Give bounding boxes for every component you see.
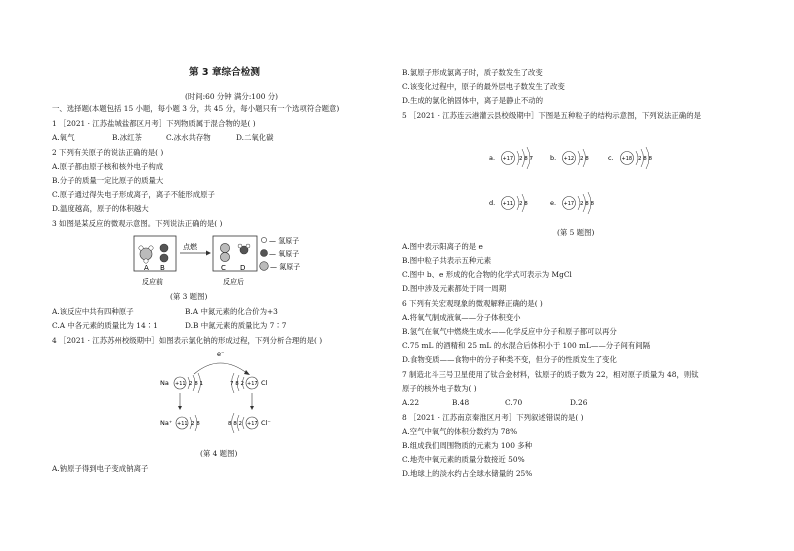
svg-text:+18: +18 [621,156,633,162]
q2-option-c: C.原子通过得失电子形成离子，离子不能形成原子 [52,190,215,199]
svg-text:d.: d. [489,199,496,207]
q5-stem: 5 ［2021 · 江苏连云港灌云县校级期中］下图是五种粒子的结构示意图，下列说法正确的是 [402,111,701,120]
q4-nacl-figure [160,348,280,438]
cl-ion-shells: 8 8 2 [228,421,242,427]
na-ion-nucleus-charge: +11 [177,421,188,427]
svg-text:2 8 8: 2 8 8 [638,156,652,162]
q3-option-a: A.该反应中共有四种原子 [52,307,134,316]
na-ion-shells: 2 8 [191,421,200,427]
svg-text:2 8 7: 2 8 7 [519,156,533,162]
cl-shells: 7 8 2 [230,381,244,387]
q5-option-a: A.图中表示阳离子的是 e [402,242,483,251]
down-arrow-icon [178,406,182,410]
q8-stem: 8 ［2021 · 江苏南京秦淮区月考］下列叙述错误的是( ) [402,413,584,422]
down-arrow-icon [250,406,254,410]
q7-option-b: B.48 [452,398,470,407]
q8-option-b: B.组成我们周围物质的元素为 100 多种 [402,441,533,450]
legend-oxygen: — 氧原子 [269,250,300,258]
svg-text:+17: +17 [563,201,575,207]
page-title: 第 3 章综合检测 [189,67,260,78]
legend-nitrogen-icon [260,262,269,271]
reaction-condition: 点燃 [183,243,197,251]
q3-reaction-figure [126,232,316,294]
caption-after: 反应后 [223,278,244,286]
molecule-c-n2 [220,243,229,252]
svg-text:+17: +17 [502,156,514,162]
q1-option-c: C.冰水共存物 [166,133,211,142]
q3-option-c: C.A 中各元素的质量比为 14∶1 [52,321,158,330]
q5-particles-figure [486,140,676,220]
caption-before: 反应前 [142,278,163,286]
legend-hydrogen-icon [261,237,266,242]
q5-option-d: D.图中涉及元素都处于同一周期 [402,284,507,293]
cl-nucleus-charge: +17 [247,381,258,387]
q2-option-d: D.温度越高，原子的体积越大 [52,204,149,213]
particle-a [489,147,533,169]
q2-option-a: A.原子都由原子核和核外电子构成 [52,162,164,171]
electron-label: e⁻ [217,350,225,358]
exam-meta: (时间:60 分钟 满分:100 分) [185,92,279,101]
legend-oxygen-icon [261,250,268,257]
label-c: C [221,264,226,272]
svg-text:b.: b. [550,154,557,162]
particle-e [550,192,594,214]
particle-d [489,194,528,212]
q4-option-b: B.氯原子形成氯离子时，质子数发生了改变 [402,68,543,77]
section-heading: 一、选择题(本题包括 15 小题，每小题 3 分，共 45 分，每小题只有一个选项符合题意) [52,104,340,113]
q1-option-b: B.冰红茶 [112,133,142,142]
svg-text:+11: +11 [502,201,514,207]
molecule-b-o [160,244,168,252]
na-symbol: Na [160,379,169,387]
legend-nitrogen: — 氮原子 [270,263,301,271]
svg-text:+12: +12 [563,156,575,162]
q6-option-a: A.将氧气制成液氧——分子体积变小 [402,313,521,322]
product-box [213,236,257,271]
q8-option-d: D.地球上的淡水约占全球水储量的 25% [402,469,533,478]
svg-text:2 8: 2 8 [519,201,528,207]
q1-option-d: D.二氧化碳 [236,133,274,142]
q6-option-c: C.75 mL 的酒精和 25 mL 的水混合后体积小于 100 mL——分子间有间隔 [402,341,651,350]
q2-option-b: B.分子的质量一定比原子的质量大 [52,176,164,185]
q4-stem: 4 ［2021 · 江苏苏州校级期中］如图表示氯化钠的形成过程，下列分析合理的是( ) [52,336,323,345]
legend-hydrogen: — 氢原子 [269,237,300,245]
q5-option-b: B.图中粒子共表示五种元素 [402,256,492,265]
q7-stem-line1: 7 制造北斗三号卫星使用了钛合金材料，钛原子的质子数为 22，相对原子质量为 48，则钛 [402,370,699,379]
q1-option-a: A.氧气 [52,133,75,142]
svg-text:2 8: 2 8 [580,156,589,162]
q8-option-c: C.地壳中氧元素的质量分数接近 50% [402,455,525,464]
q3-option-d: D.B 中氮元素的质量比为 7∶7 [185,321,287,330]
cl-ion-nucleus-charge: +17 [247,421,258,427]
q4-figure-caption: (第 4 题图) [200,449,238,458]
label-a: A [144,264,149,272]
arrow-icon [206,251,211,256]
q3-figure-caption: (第 3 题图) [170,292,208,301]
q5-figure-caption: (第 5 题图) [557,228,595,237]
q6-stem: 6 下列有关宏观现象的微观解释正确的是( ) [402,299,543,308]
q7-stem-line2: 原子的核外电子数为( ) [402,384,477,393]
svg-text:e.: e. [550,199,557,207]
svg-text:c.: c. [608,154,614,162]
particle-c [608,147,652,169]
q7-option-c: C.70 [505,398,523,407]
q6-option-b: B.氢气在氧气中燃烧生成水——化学反应中分子和原子都可以再分 [402,327,617,336]
na-nucleus-charge: +11 [175,381,186,387]
q3-stem: 3 如图是某反应的微观示意图。下列说法正确的是( ) [52,219,223,228]
label-d: D [240,264,246,272]
cl-ion-symbol: Cl⁻ [261,419,271,427]
label-b: B [160,264,165,272]
q3-option-b: B.A 中氮元素的化合价为+3 [185,307,278,316]
q7-option-d: D.26 [570,398,588,407]
q4-option-c: C.该变化过程中，原子的最外层电子数发生了改变 [402,82,565,91]
q7-option-a: A.22 [402,398,420,407]
svg-text:2 8 8: 2 8 8 [580,201,594,207]
q1-stem: 1 ［2021 · 江苏盐城盐都区月考］下列物质属于混合物的是( ) [52,119,256,128]
particle-b [550,149,589,167]
q8-option-a: A.空气中氧气的体积分数约为 78% [402,427,518,436]
na-ion-symbol: Na⁺ [160,419,173,427]
q4-option-d: D.生成的氯化钠固体中，离子是静止不动的 [402,96,544,105]
q5-option-c: C.图中 b、e 形成的化合物的化学式可表示为 MgCl [402,270,572,279]
cl-symbol: Cl [261,379,268,387]
q6-option-d: D.食物变质——食物中的分子种类不变，但分子的性质发生了变化 [402,355,617,364]
svg-text:a.: a. [489,154,496,162]
q4-option-a: A.钠原子得到电子变成钠离子 [52,464,149,473]
q2-stem: 2 下列有关原子的说法正确的是( ) [52,148,164,157]
na-shells: 2 8 1 [189,381,203,387]
